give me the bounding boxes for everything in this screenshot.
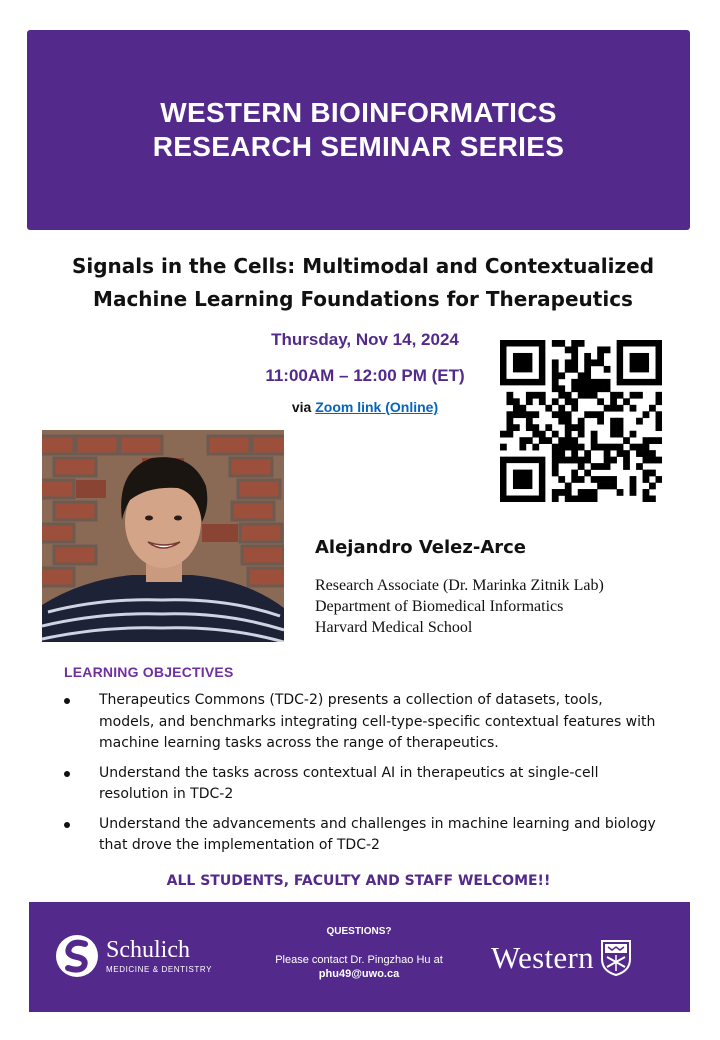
bullet-icon: [64, 698, 70, 704]
footer-banner: [29, 902, 690, 1012]
talk-title-line1: Signals in the Cells: Multimodal and Contextualized: [71, 254, 655, 278]
speaker-role: Research Associate (Dr. Marinka Zitnik Lab): [315, 577, 604, 594]
series-title-line1: WESTERN BIOINFORMATICS: [160, 97, 557, 128]
western-wordmark: Western: [491, 940, 594, 975]
speaker-name: Alejandro Velez-Arce: [315, 537, 526, 558]
welcome-message: ALL STUDENTS, FACULTY AND STAFF WELCOME!!: [166, 873, 551, 889]
schulich-subtitle: MEDICINE & DENTISTRY: [106, 965, 213, 974]
objective-text: Understand the advancements and challenges in machine learning and biology that drove the implementation of TDC-2: [99, 815, 656, 853]
speaker-institution: Harvard Medical School: [315, 619, 473, 636]
zoom-link[interactable]: Zoom link (Online): [315, 399, 439, 415]
talk-title: [60, 250, 666, 316]
header-banner: [27, 30, 690, 230]
speaker-photo: [42, 430, 284, 642]
western-crest-icon: [600, 939, 632, 977]
western-logo: [491, 939, 632, 977]
speaker-affiliation: [315, 575, 604, 638]
list-item: [62, 814, 662, 857]
objectives-heading: LEARNING OBJECTIVES: [64, 664, 234, 680]
speaker-department: Department of Biomedical Informatics: [315, 598, 564, 615]
event-time: 11:00AM – 12:00 PM (ET): [265, 366, 465, 385]
objective-text: Understand the tasks across contextual AI in therapeutics at single-cell resolution in TDC-2: [99, 764, 599, 802]
list-item: [62, 763, 662, 806]
schulich-name: Schulich: [106, 937, 190, 963]
talk-title-line2: Machine Learning Foundations for Therapeutics: [93, 287, 633, 311]
schulich-emblem-icon: [55, 934, 99, 978]
objective-text: Therapeutics Commons (TDC-2) presents a collection of datasets, tools, models, and benchmarks integrating cell-type-specific contextual features with machine learning tasks across the range of therapeutics.: [99, 692, 656, 751]
bullet-icon: [64, 771, 70, 777]
venue-prefix: via: [291, 399, 316, 415]
list-item: [62, 690, 662, 755]
event-venue: [240, 399, 490, 415]
questions-heading: QUESTIONS?: [326, 926, 392, 937]
schulich-logo: [55, 934, 212, 978]
event-date: Thursday, Nov 14, 2024: [271, 330, 459, 349]
contact-text: Please contact Dr. Pingzhao Hu at: [275, 954, 443, 966]
contact-email[interactable]: phu49@uwo.ca: [318, 968, 400, 980]
bullet-icon: [64, 822, 70, 828]
objectives-list: [62, 690, 662, 865]
series-title-line2: RESEARCH SEMINAR SERIES: [152, 131, 565, 162]
contact-block: [254, 926, 464, 980]
qr-code[interactable]: [500, 340, 662, 502]
